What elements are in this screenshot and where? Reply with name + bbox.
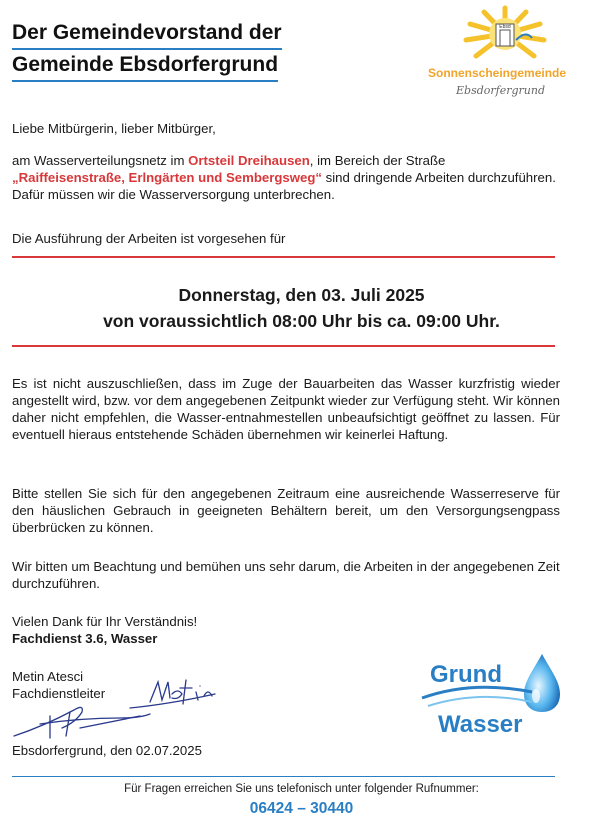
intro-text-b: , im Bereich der Straße bbox=[309, 153, 446, 168]
department-text: Fachdienst 3.6, Wasser bbox=[12, 631, 158, 646]
intro-paragraph bbox=[12, 152, 560, 203]
paragraph-liability: Es ist nicht auszuschließen, dass im Zuge der Bauarbeiten das Wasser kurzfristig wieder angestellt wird, bzw. vor dem angegebenen Zeitpunkt wieder zur Verfügung steht. Wir können daher nicht empfehlen, die Wasser-entnahmestellen unbeaufsichtigt geöffnet zu lassen. Für eventuell hieraus entstehende Schäden übernehmen wir keinerlei Haftung. bbox=[12, 376, 560, 442]
footer-divider bbox=[12, 776, 555, 777]
title-line-1: Der Gemeindevorstand der bbox=[12, 18, 282, 50]
title-line-2: Gemeinde Ebsdorfergrund bbox=[12, 50, 278, 82]
thanks-text: Vielen Dank für Ihr Verständnis! bbox=[12, 614, 198, 629]
municipality-logo bbox=[420, 4, 590, 100]
salutation: Liebe Mitbürgerin, lieber Mitbürger, bbox=[12, 121, 216, 136]
intro-text-c: sind dringende Arbeiten durchzuführen. Dafür müssen wir die Wasserversorgung unterbrechen. bbox=[12, 170, 556, 202]
phone-number: 06424 – 30440 bbox=[249, 800, 354, 817]
streets-highlight: „Raiffeisenstraße, Erlngärten und Sembergsweg“ bbox=[12, 170, 322, 185]
water-drop-icon bbox=[420, 650, 560, 742]
sun-logo-icon bbox=[420, 4, 590, 70]
logo-title: Sonnenscheingemeinde bbox=[428, 66, 567, 80]
paragraph-reserve: Bitte stellen Sie sich für den angegebenen Zeitraum eine ausreichende Wasserreserve für den häuslichen Gebrauch in geeigneten Behältern bereit, um den Versorgungsengpass überbrücken zu können. bbox=[12, 486, 560, 535]
logo-badge-text: Ebsd bbox=[499, 24, 511, 30]
date-line-1: Donnerstag, den 03. Juli 2025 bbox=[178, 285, 425, 305]
footer-note: Für Fragen erreichen Sie uns telefonisch unter folgender Rufnummer: bbox=[124, 783, 479, 795]
badge-word-1: Grund bbox=[430, 661, 502, 688]
divider-top bbox=[12, 256, 555, 258]
date-line-2: von voraussichtlich 08:00 Uhr bis ca. 09:00 Uhr. bbox=[103, 311, 500, 331]
badge-word-2: Wasser bbox=[438, 711, 523, 738]
planned-text: Die Ausführung der Arbeiten ist vorgesehen für bbox=[12, 231, 286, 246]
logo-subtitle: Ebsdorfergrund bbox=[456, 84, 545, 97]
signature-icon bbox=[10, 672, 220, 742]
district-highlight: Ortsteil Dreihausen bbox=[188, 153, 310, 168]
paragraph-request: Wir bitten um Beachtung und bemühen uns sehr darum, die Arbeiten in der angegebenen Zeit durchzuführen. bbox=[12, 559, 560, 591]
signer-name: Metin Atesci bbox=[12, 669, 84, 684]
divider-bottom bbox=[12, 345, 555, 347]
intro-text-a: am Wasserverteilungsnetz im bbox=[12, 153, 189, 168]
signer-role: Fachdienstleiter bbox=[12, 686, 106, 701]
grundwasser-badge bbox=[420, 650, 560, 742]
page-title bbox=[12, 18, 362, 82]
place-date: Ebsdorfergrund, den 02.07.2025 bbox=[12, 743, 202, 758]
